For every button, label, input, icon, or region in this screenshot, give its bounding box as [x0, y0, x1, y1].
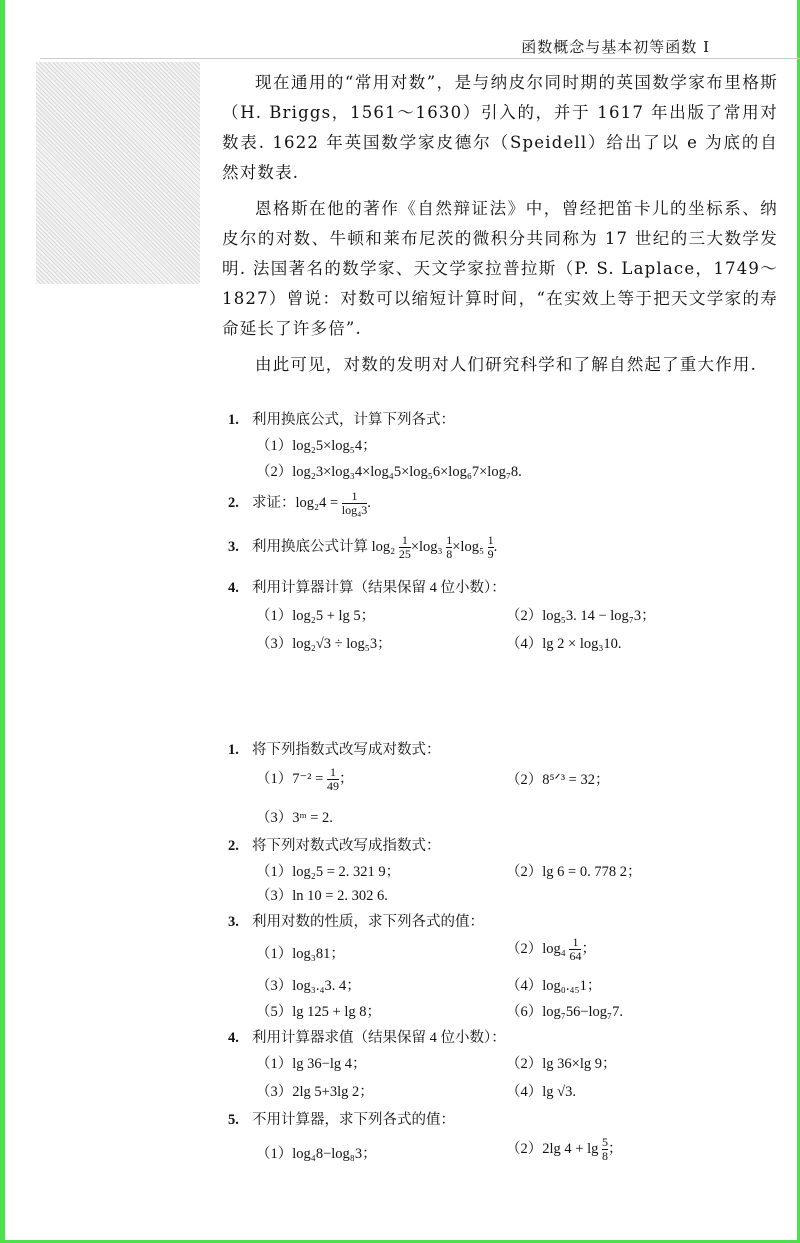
- exercise-a4-2: （2）log₅3. 14 − log₇3；: [506, 608, 656, 624]
- exercise-b4-4: （4）lg √3.: [506, 1084, 576, 1100]
- exercise-b5-1: （1）log₄8−log₈3；: [256, 1146, 377, 1162]
- page-border-left: [0, 0, 5, 1243]
- exercise-b1-1: （1）7⁻² = $\frac{1}{49}$ ；: [256, 765, 354, 793]
- portrait-image: [36, 62, 200, 284]
- intro-text: [222, 68, 778, 386]
- exercise-a4: 4. 利用计算器计算（结果保留 4 位小数）：: [228, 580, 506, 596]
- exercise-b2-2: （2）lg 6 = 0. 778 2；: [506, 864, 642, 880]
- exercise-b5: 5. 不用计算器，求下列各式的值：: [228, 1112, 455, 1128]
- exercise-set-a: [228, 408, 748, 658]
- exercise-a3: 3. 利用换底公式计算 log₂ $\frac{1}{25}$ ×log₃ $\frac{1}{8}$ ×log₅ $\frac{1}{9}$ .: [228, 533, 498, 561]
- exercise-b3-5: （5）lg 125 + lg 8；: [256, 1004, 381, 1020]
- exercise-b3-4: （4）log₀.₄₅1；: [506, 978, 602, 994]
- exercise-b3-1: （1）log₃81；: [256, 946, 345, 962]
- intro-paragraph: 由此可见，对数的发明对人们研究科学和了解自然起了重大作用.: [255, 355, 758, 374]
- exercise-b3-3: （3）log₃.₄3. 4；: [256, 978, 361, 994]
- exercise-a4-3: （3）log₂√3 ÷ log₅3；: [256, 636, 392, 652]
- exercise-b3: 3. 利用对数的性质，求下列各式的值：: [228, 914, 484, 930]
- exercise-b5-2: （2）2lg 4 + lg $\frac{5}{8}$ ；: [506, 1135, 623, 1163]
- exercise-a1-1: （1）log₂5×log₅4；: [256, 438, 377, 454]
- exercise-a4-4: （4）lg 2 × log₃10.: [506, 636, 622, 652]
- exercise-b2-1: （1）log₂5 = 2. 321 9；: [256, 864, 401, 880]
- exercise-b4-2: （2）lg 36×lg 9；: [506, 1056, 617, 1072]
- exercise-b2-3: （3）ln 10 = 2. 302 6.: [256, 888, 388, 904]
- exercise-set-b: [228, 738, 748, 1168]
- running-header: 函数概念与基本初等函数 I: [521, 38, 710, 56]
- exercise-b1-2: （2）8⁵ᐟ³ = 32；: [506, 772, 610, 788]
- exercise-b4-1: （1）lg 36−lg 4；: [256, 1056, 367, 1072]
- exercise-b4: 4. 利用计算器求值（结果保留 4 位小数）：: [228, 1030, 506, 1046]
- exercise-b1-3: （3）3ᵐ = 2.: [256, 810, 333, 826]
- exercise-b1: 1. 将下列指数式改写成对数式：: [228, 742, 441, 758]
- exercise-a1: 1. 利用换底公式，计算下列各式：: [228, 412, 455, 428]
- exercise-b3-2: （2）log₄ $\frac{1}{64}$ ；: [506, 935, 596, 963]
- exercise-a4-1: （1）log₂5 + lg 5；: [256, 608, 376, 624]
- exercise-b3-6: （6）log₇56−log₇7.: [506, 1004, 623, 1020]
- intro-paragraph: 现在通用的“常用对数”，是与纳皮尔同时期的英国数学家布里格斯（H. Briggs，1561～1630）引入的，并于 1617 年出版了常用对数表. 1622 年英国数学家皮德尔（Speidell）给出了以 e 为底的自然对数表.: [222, 73, 778, 182]
- exercise-b4-3: （3）2lg 5+3lg 2；: [256, 1084, 374, 1100]
- intro-paragraph: 恩格斯在他的著作《自然辩证法》中，曾经把笛卡儿的坐标系、纳皮尔的对数、牛顿和莱布尼茨的微积分共同称为 17 世纪的三大数学发明. 法国著名的数学家、天文学家拉普拉斯（P. S. Laplace，1749～1827）曾说：对数可以缩短计算时间，“在实效上等于把天文学家的寿命延长了许多倍”.: [222, 199, 778, 338]
- exercise-a2: 2. 求证：log₂4 = $\frac{1}{\text{log₄3}}$ .: [228, 489, 371, 517]
- exercise-a1-2: （2）log₂3×log₃4×log₄5×log₅6×log₆7×log₇8.: [256, 464, 522, 480]
- exercise-b2: 2. 将下列对数式改写成指数式：: [228, 838, 441, 854]
- header-rule: [40, 58, 800, 59]
